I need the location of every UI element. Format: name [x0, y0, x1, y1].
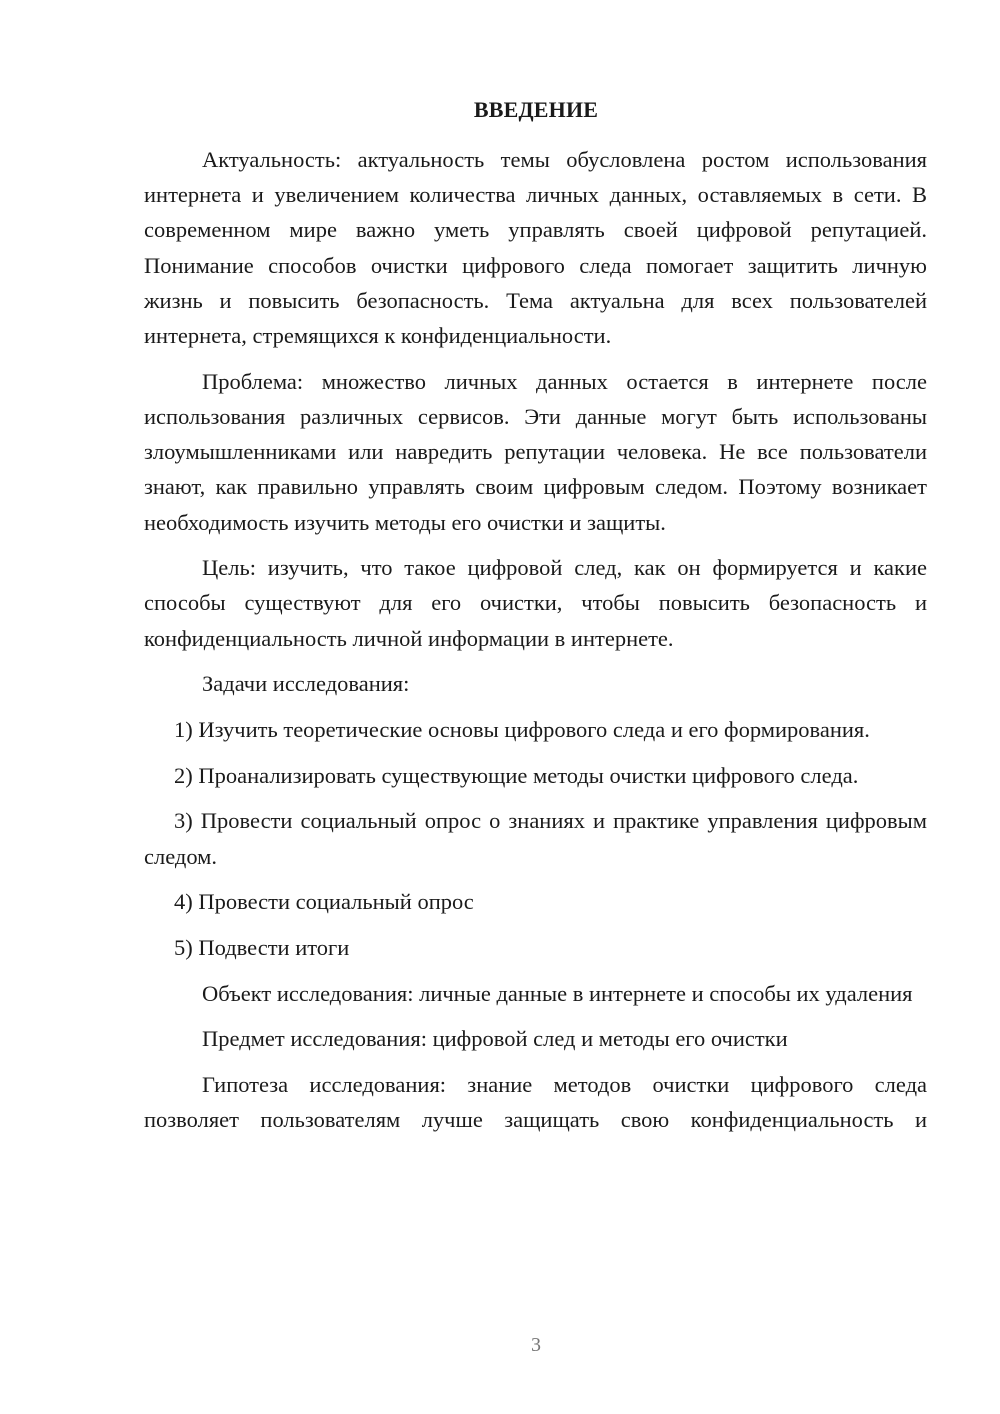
- paragraph-goal: Цель: изучить, что такое цифровой след, как он формируется и какие способы существуют для его очистки, чтобы повысить безопасность и конфиденциальность личной информации в интернете.: [144, 555, 927, 651]
- list-item: 1) Изучить теоретические основы цифрового следа и его формирования.: [174, 717, 870, 743]
- document-body: [144, 142, 927, 1148]
- paragraph-subject: Предмет исследования: цифровой след и методы его очистки: [202, 1026, 788, 1052]
- list-item: 4) Провести социальный опрос: [174, 889, 474, 915]
- paragraph-object: Объект исследования: личные данные в интернете и способы их удаления: [202, 980, 913, 1006]
- list-item: 5) Подвести итоги: [174, 935, 350, 961]
- page-number: 3: [531, 1334, 541, 1356]
- tasks-title: Задачи исследования:: [202, 671, 410, 697]
- page-title: ВВЕДЕНИЕ: [473, 97, 599, 122]
- paragraph-problem: Проблема: множество личных данных остается в интернете после использования различных сервисов. Эти данные могут быть использованы злоумышленниками или навредить репутации человека. Не все пользователи знают, как правильно управлять своим цифровым следом. Поэтому возникает необходимость изучить методы его очистки и защиты.: [144, 368, 927, 535]
- list-item: 3) Провести социальный опрос о знаниях и практике управления цифровым следом.: [144, 808, 927, 869]
- paragraph-relevance: Актуальность: актуальность темы обусловлена ростом использования интернета и увеличением количества личных данных, оставляемых в сети. В современном мире важно уметь управлять своей цифровой репутацией. Понимание способов очистки цифрового следа помогает защитить личную жизнь и повысить безопасность. Тема актуальна для всех пользователей интернета, стремящихся к конфиденциальности.: [144, 147, 927, 349]
- list-item: 2) Проанализировать существующие методы очистки цифрового следа.: [174, 762, 859, 788]
- paragraph-hypothesis: Гипотеза исследования: знание методов очистки цифрового следа позволяет пользователям лучше защищать свою конфиденциальность и: [144, 1072, 927, 1133]
